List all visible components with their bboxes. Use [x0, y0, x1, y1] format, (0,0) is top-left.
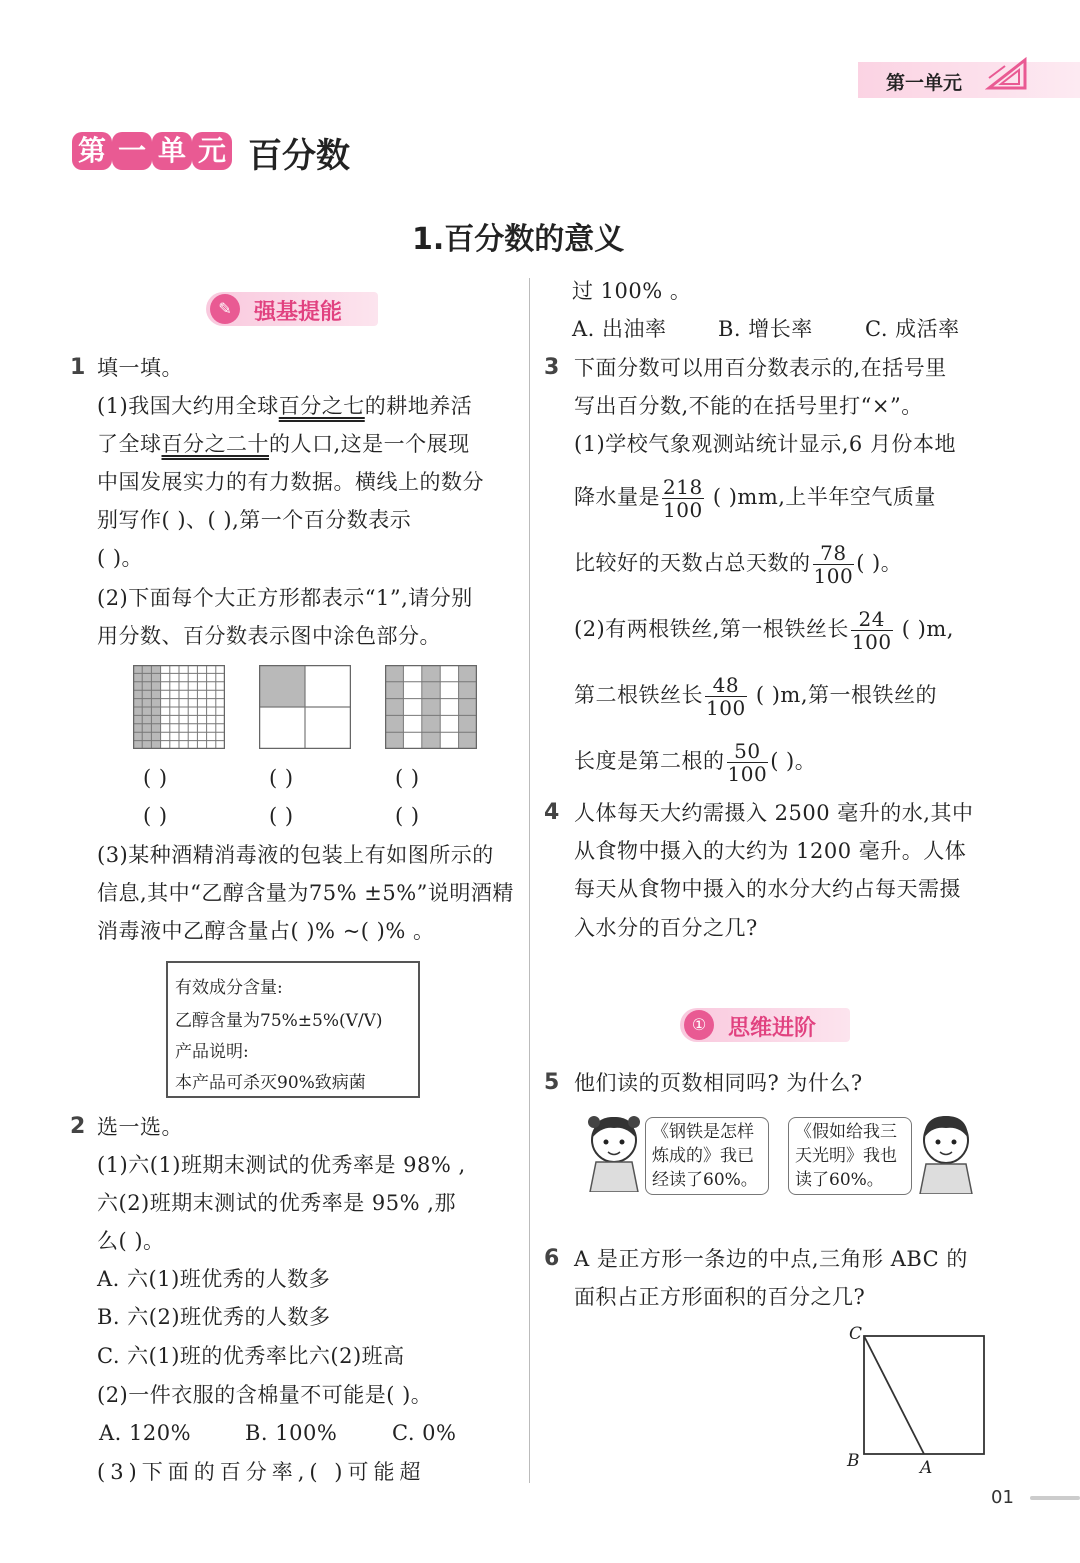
q2-option: C. 六(1)班的优秀率比六(2)班高	[97, 1344, 405, 1368]
unit-badge-char: 第	[72, 132, 112, 170]
q1-p1-line: 中国发展实力的有力数据。横线上的数分	[97, 470, 484, 494]
q6-line: A 是正方形一条边的中点,三角形 ABC 的	[574, 1247, 968, 1271]
q3-line	[574, 672, 937, 719]
fraction	[813, 542, 855, 587]
underlined-term: 百分之七	[278, 394, 365, 418]
label-line: 本产品可杀灭90%致病菌	[175, 1073, 366, 1093]
triangle-ruler-icon	[985, 56, 1029, 92]
question-number: 6	[544, 1246, 560, 1271]
q4-line: 入水分的百分之几?	[574, 916, 758, 940]
unit-name: 百分数	[248, 136, 350, 176]
boy-illustration	[914, 1110, 978, 1194]
grid-figure-2	[259, 665, 351, 749]
section-title-basic: 强基提能	[254, 300, 343, 325]
answer-blank[interactable]: ( )	[143, 766, 168, 790]
vertex-label-b: B	[847, 1451, 860, 1471]
grid-figure-1	[133, 665, 225, 749]
q2-line: 么( )。	[97, 1229, 165, 1253]
q1-p1-line	[97, 429, 470, 459]
question-number: 1	[70, 355, 86, 380]
medal-icon: ①	[684, 1010, 714, 1040]
unit-badge-char: 一	[112, 132, 152, 170]
header-unit-label: 第一单元	[886, 72, 963, 94]
text: 了全球	[97, 432, 162, 456]
q2-line: (3)下面的百分率,( )可能超	[97, 1460, 426, 1484]
answer-blank[interactable]: ( )	[395, 766, 420, 790]
fraction	[705, 674, 747, 719]
speech-bubble-left	[645, 1117, 769, 1195]
text: 降水量是	[574, 485, 660, 509]
text: 比较好的天数占总天数的	[574, 551, 811, 575]
q6-line: 面积占正方形面积的百分之几?	[574, 1285, 866, 1309]
label-line: 有效成分含量:	[175, 978, 283, 998]
q1-p2-line: 用分数、百分数表示图中涂色部分。	[97, 624, 441, 648]
q2-line: (1)六(1)班期末测试的优秀率是 98% ,	[97, 1153, 466, 1177]
q2-option: A. 六(1)班优秀的人数多	[97, 1267, 331, 1291]
speech-bubble-right	[788, 1117, 912, 1195]
girl-illustration	[582, 1112, 646, 1192]
q1-p3-line: 消毒液中乙醇含量占( )% ~( )% 。	[97, 919, 435, 943]
q1-p3-line: 信息,其中“乙醇含量为75% ±5%”说明酒精	[97, 881, 514, 905]
text: 的人口,这是一个展现	[269, 432, 470, 456]
label-line: 产品说明:	[175, 1042, 249, 1062]
question-number: 4	[544, 800, 560, 825]
fraction	[727, 740, 769, 785]
q2-line: 过 100% 。	[572, 279, 692, 303]
denominator: 100	[727, 762, 768, 786]
section-title-advanced: 思维进阶	[728, 1016, 817, 1041]
text: 长度是第二根的	[574, 749, 725, 773]
fraction	[851, 608, 893, 653]
unit-badge-char: 元	[192, 132, 232, 170]
text: 的耕地养活	[364, 394, 473, 418]
text: ( )m,第一根铁丝的	[748, 683, 938, 707]
q3-line	[574, 738, 816, 785]
q2-option: C. 成活率	[865, 317, 960, 341]
q1-p1-line: ( )。	[97, 546, 144, 570]
q3-line	[574, 606, 954, 653]
question-title: 选一选。	[97, 1115, 183, 1139]
q3-line: 下面分数可以用百分数表示的,在括号里	[574, 356, 947, 380]
q1-p2-line: (2)下面每个大正方形都表示“1”,请分别	[97, 586, 473, 610]
label-line: 乙醇含量为75%±5%(V/V)	[175, 1011, 383, 1031]
q1-p3-line: (3)某种酒精消毒液的包装上有如图所示的	[97, 843, 494, 867]
vertex-label-c: C	[849, 1324, 863, 1344]
q4-line: 人体每天大约需摄入 2500 毫升的水,其中	[574, 801, 974, 825]
question-title: 填一填。	[97, 356, 183, 380]
text: ( )m,	[894, 617, 954, 641]
bubble-line: 经读了60%。	[652, 1170, 758, 1190]
square-triangle-figure	[862, 1334, 988, 1458]
denominator: 100	[706, 696, 746, 720]
numerator: 48	[705, 674, 747, 697]
bubble-line: 读了60%。	[795, 1170, 884, 1190]
bubble-line: 《假如给我三	[795, 1122, 897, 1142]
grid-figure-3	[385, 665, 477, 749]
q2-option: A. 120%	[99, 1421, 192, 1445]
q2-option: B. 增长率	[718, 317, 813, 341]
text: (1)我国大约用全球	[97, 394, 279, 418]
bubble-line: 天光明》我也	[795, 1146, 897, 1166]
text: ( )。	[770, 749, 817, 773]
pencil-icon: ✎	[210, 294, 240, 324]
denominator: 100	[813, 564, 854, 588]
q2-line: 六(2)班期末测试的优秀率是 95% ,那	[97, 1191, 456, 1215]
answer-blank[interactable]: ( )	[269, 804, 294, 828]
q3-line	[574, 474, 936, 521]
q2-option: B. 六(2)班优秀的人数多	[97, 1305, 331, 1329]
question-number: 2	[70, 1114, 86, 1139]
bubble-line: 《钢铁是怎样	[652, 1122, 754, 1142]
page-number: 01	[991, 1487, 1014, 1508]
underlined-term: 百分之二十	[161, 432, 269, 456]
q2-option: B. 100%	[245, 1421, 338, 1445]
question-number: 3	[544, 355, 560, 380]
answer-blank[interactable]: ( )	[395, 804, 420, 828]
lesson-title: 1.百分数的意义	[412, 222, 625, 257]
numerator: 78	[813, 542, 855, 565]
question-number: 5	[544, 1070, 560, 1095]
q2-option: C. 0%	[392, 1421, 457, 1445]
column-divider	[529, 278, 530, 1483]
numerator: 218	[663, 475, 703, 499]
answer-blank[interactable]: ( )	[143, 804, 168, 828]
q1-p1-line	[97, 391, 472, 421]
text: ( )mm,上半年空气质量	[705, 485, 936, 509]
vertex-label-a: A	[920, 1458, 933, 1478]
answer-blank[interactable]: ( )	[269, 766, 294, 790]
fraction	[662, 476, 704, 521]
q2-line: (2)一件衣服的含棉量不可能是( )。	[97, 1383, 433, 1407]
text: ( )。	[856, 551, 903, 575]
q4-line: 从食物中摄入的大约为 1200 毫升。人体	[574, 839, 967, 863]
q3-line: 写出百分数,不能的在括号里打“×”。	[574, 394, 923, 418]
page-number-rule	[1030, 1496, 1080, 1500]
q5-text: 他们读的页数相同吗? 为什么?	[574, 1071, 863, 1095]
denominator: 100	[663, 498, 703, 522]
q1-p1-line: 别写作( )、( ),第一个百分数表示	[97, 508, 412, 532]
q3-line: (1)学校气象观测站统计显示,6 月份本地	[574, 432, 956, 456]
numerator: 24	[851, 608, 893, 631]
q4-line: 每天从食物中摄入的水分大约占每天需摄	[574, 877, 961, 901]
denominator: 100	[851, 630, 892, 654]
unit-badge-char: 单	[152, 132, 192, 170]
bubble-line: 炼成的》我已	[652, 1146, 754, 1166]
q3-line	[574, 540, 902, 587]
text: (2)有两根铁丝,第一根铁丝长	[574, 617, 849, 641]
unit-badge	[72, 132, 234, 170]
q2-option: A. 出油率	[572, 317, 667, 341]
text: 第二根铁丝长	[574, 683, 703, 707]
numerator: 50	[727, 740, 769, 763]
